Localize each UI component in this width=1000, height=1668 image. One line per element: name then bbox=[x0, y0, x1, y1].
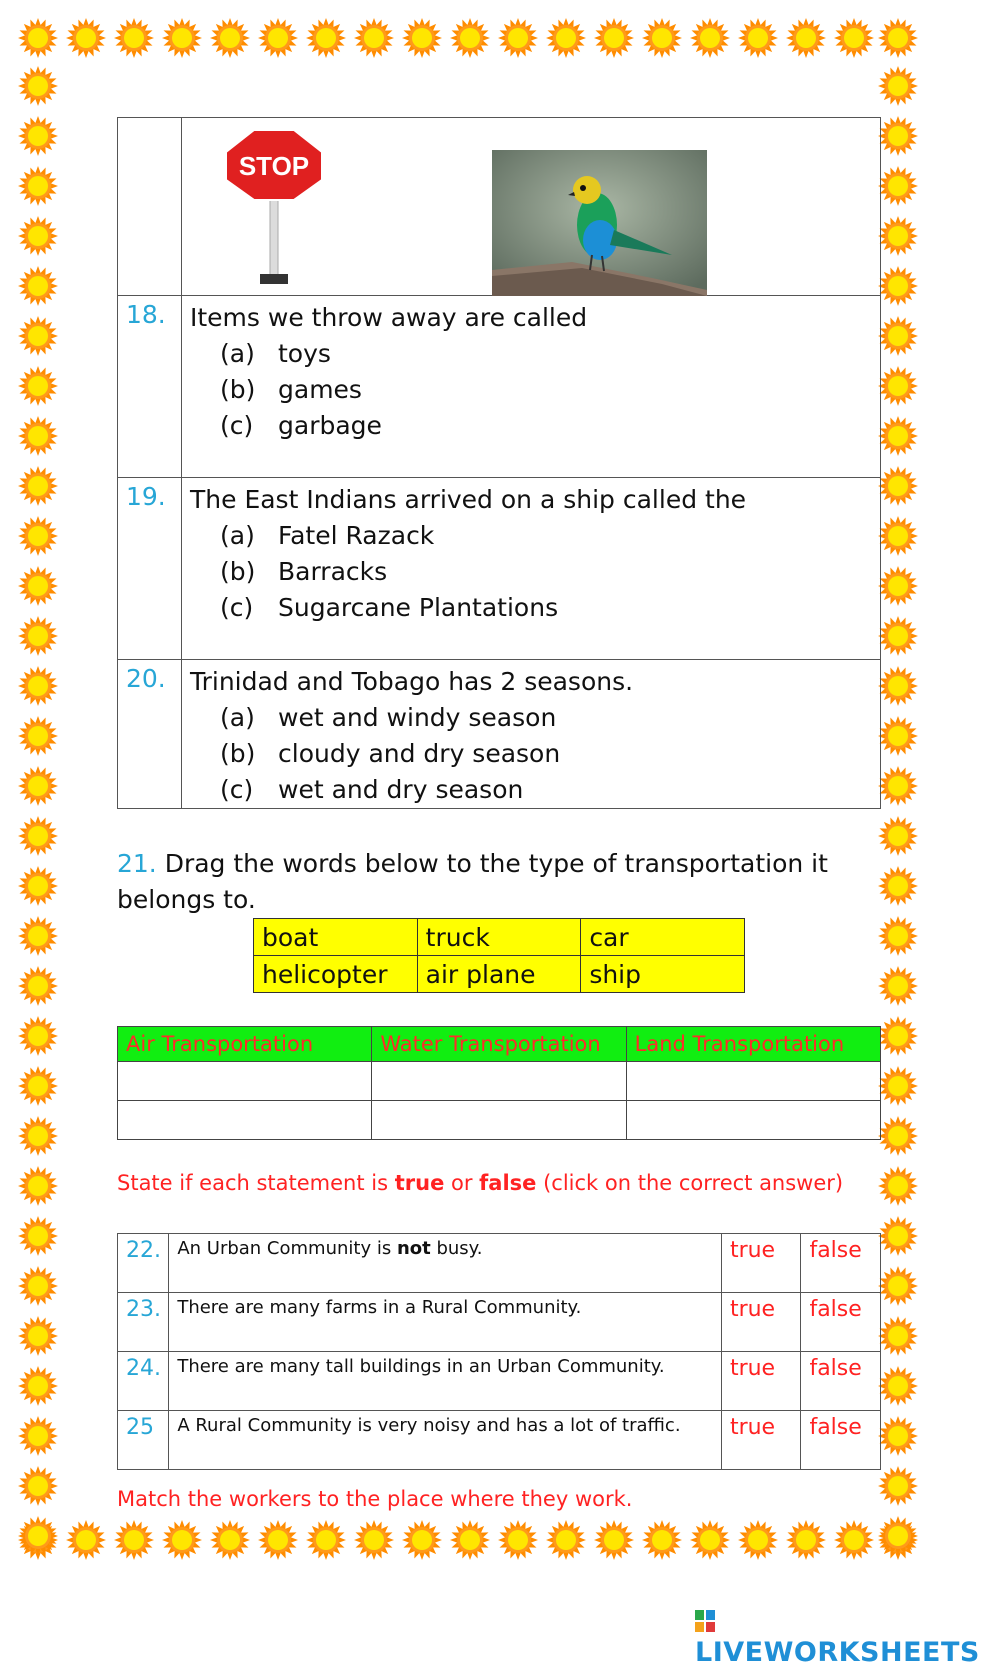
drop-zone-air[interactable] bbox=[118, 1101, 372, 1140]
drop-row bbox=[118, 1101, 881, 1140]
true-option[interactable]: true bbox=[721, 1352, 801, 1411]
option-label: (a) bbox=[220, 521, 255, 550]
instruction-false-word: false bbox=[479, 1171, 537, 1195]
instruction-true-word: true bbox=[394, 1171, 445, 1195]
answer-option[interactable] bbox=[190, 590, 880, 626]
option-label: (c) bbox=[220, 411, 254, 440]
drop-row bbox=[118, 1062, 881, 1101]
option-label: (a) bbox=[220, 339, 255, 368]
draggable-word[interactable]: helicopter bbox=[254, 956, 418, 993]
true-option[interactable]: true bbox=[721, 1293, 801, 1352]
statement-part: busy. bbox=[430, 1238, 483, 1259]
statement-text bbox=[169, 1352, 722, 1411]
true-false-row bbox=[118, 1352, 881, 1411]
true-false-table bbox=[117, 1233, 881, 1470]
question-prompt: The East Indians arrived on a ship called the bbox=[190, 485, 747, 514]
question-prompt: Items we throw away are called bbox=[190, 303, 588, 332]
draggable-word[interactable]: boat bbox=[254, 919, 418, 956]
transportation-table bbox=[117, 1026, 881, 1140]
questions-table bbox=[117, 117, 881, 809]
transportation-header-row bbox=[118, 1027, 881, 1062]
option-text: Barracks bbox=[278, 557, 388, 586]
word-bank-row bbox=[254, 956, 745, 993]
drop-zone-air[interactable] bbox=[118, 1062, 372, 1101]
option-label: (a) bbox=[220, 703, 255, 732]
question-row bbox=[118, 660, 881, 809]
question-prompt: Trinidad and Tobago has 2 seasons. bbox=[190, 667, 634, 696]
match-instruction: Match the workers to the place where they work. bbox=[117, 1487, 633, 1511]
false-option[interactable]: false bbox=[801, 1234, 881, 1293]
statement-text bbox=[169, 1293, 722, 1352]
option-label: (c) bbox=[220, 593, 254, 622]
answer-option[interactable] bbox=[190, 736, 880, 772]
statement-number: 23. bbox=[118, 1293, 169, 1352]
true-option[interactable]: true bbox=[721, 1411, 801, 1470]
answer-option[interactable] bbox=[190, 772, 880, 808]
draggable-word[interactable]: ship bbox=[581, 956, 745, 993]
question-row bbox=[118, 296, 881, 478]
statement-part: There are many farms in a Rural Community. bbox=[177, 1297, 582, 1318]
true-false-instruction bbox=[117, 1171, 843, 1195]
drop-zone-water[interactable] bbox=[372, 1062, 626, 1101]
option-text: cloudy and dry season bbox=[278, 739, 561, 768]
answer-option[interactable] bbox=[190, 372, 880, 408]
draggable-word[interactable]: car bbox=[581, 919, 745, 956]
question-21 bbox=[117, 846, 877, 918]
statement-number: 22. bbox=[118, 1234, 169, 1293]
question-21-number: 21. bbox=[117, 849, 157, 878]
header-land: Land Transportation bbox=[626, 1027, 880, 1062]
statement-part: A Rural Community is very noisy and has a lot of traffic. bbox=[177, 1415, 681, 1436]
question-row bbox=[118, 478, 881, 660]
logo-icon bbox=[695, 1610, 715, 1632]
question-body bbox=[182, 478, 881, 660]
option-label: (b) bbox=[220, 557, 256, 586]
answer-option[interactable] bbox=[190, 336, 880, 372]
drop-zone-water[interactable] bbox=[372, 1101, 626, 1140]
option-text: garbage bbox=[278, 411, 382, 440]
word-bank-row bbox=[254, 919, 745, 956]
stop-sign-text: STOP bbox=[238, 151, 310, 181]
image-row-number-cell bbox=[118, 118, 182, 296]
bird-photo bbox=[492, 150, 707, 296]
statement-text bbox=[169, 1234, 722, 1293]
false-option[interactable]: false bbox=[801, 1352, 881, 1411]
statement-number: 25 bbox=[118, 1411, 169, 1470]
statement-part: An Urban Community is bbox=[177, 1238, 397, 1259]
header-air: Air Transportation bbox=[118, 1027, 372, 1062]
option-text: games bbox=[278, 375, 362, 404]
option-text: wet and windy season bbox=[278, 703, 557, 732]
option-label: (b) bbox=[220, 739, 256, 768]
drop-zone-land[interactable] bbox=[626, 1062, 880, 1101]
instruction-text: or bbox=[444, 1171, 480, 1195]
image-row-cell bbox=[182, 118, 881, 296]
statement-part: There are many tall buildings in an Urban Community. bbox=[177, 1356, 665, 1377]
true-false-row bbox=[118, 1293, 881, 1352]
question-body bbox=[182, 660, 881, 809]
word-bank bbox=[253, 918, 745, 993]
option-text: wet and dry season bbox=[278, 775, 524, 804]
option-text: Sugarcane Plantations bbox=[278, 593, 559, 622]
statement-text bbox=[169, 1411, 722, 1470]
instruction-text: (click on the correct answer) bbox=[536, 1171, 844, 1195]
statement-number: 24. bbox=[118, 1352, 169, 1411]
liveworksheets-logo bbox=[695, 1606, 1000, 1668]
question-body bbox=[182, 296, 881, 478]
statement-bold: not bbox=[396, 1238, 431, 1259]
question-21-text: Drag the words below to the type of transportation it belongs to. bbox=[117, 849, 828, 914]
stop-sign-image bbox=[224, 128, 324, 288]
draggable-word[interactable]: truck bbox=[417, 919, 581, 956]
true-option[interactable]: true bbox=[721, 1234, 801, 1293]
header-water: Water Transportation bbox=[372, 1027, 626, 1062]
option-text: toys bbox=[278, 339, 331, 368]
true-false-row bbox=[118, 1411, 881, 1470]
question-number: 19. bbox=[118, 478, 182, 660]
true-false-row bbox=[118, 1234, 881, 1293]
option-label: (b) bbox=[220, 375, 256, 404]
option-text: Fatel Razack bbox=[278, 521, 435, 550]
false-option[interactable]: false bbox=[801, 1411, 881, 1470]
brand-text: LIVEWORKSHEETS bbox=[695, 1637, 980, 1668]
answer-option[interactable] bbox=[190, 554, 880, 590]
answer-option[interactable] bbox=[190, 700, 880, 736]
question-number: 20. bbox=[118, 660, 182, 809]
image-row bbox=[118, 118, 881, 296]
answer-option[interactable] bbox=[190, 518, 880, 554]
question-number: 18. bbox=[118, 296, 182, 478]
drop-zone-land[interactable] bbox=[626, 1101, 880, 1140]
answer-option[interactable] bbox=[190, 408, 880, 444]
false-option[interactable]: false bbox=[801, 1293, 881, 1352]
option-label: (c) bbox=[220, 775, 254, 804]
draggable-word[interactable]: air plane bbox=[417, 956, 581, 993]
instruction-text: State if each statement is bbox=[117, 1171, 395, 1195]
